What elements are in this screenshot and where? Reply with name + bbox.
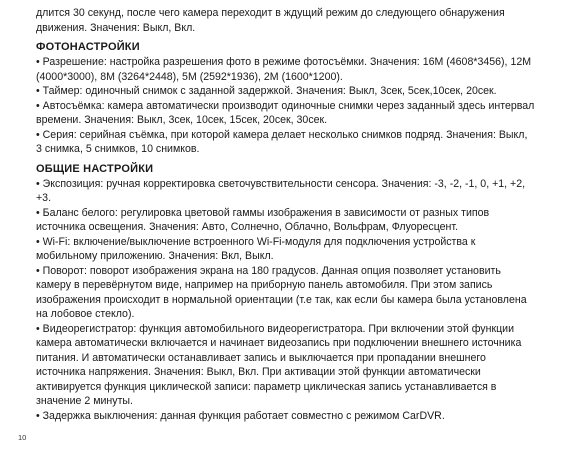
manual-page-content — [36, 6, 536, 423]
photo-burst-item: • Серия: серийная съёмка, при которой камера делает несколько снимков подряд. Значения: Выкл, 3 снимка, 5 снимков, 10 снимков. — [36, 128, 528, 155]
general-wifi-item: • Wi-Fi: включение/выключение встроенного Wi-Fi-модуля для подключения устройства к мобильному приложению. Значения: Вкл, Выкл. — [36, 235, 476, 262]
photo-timer-item: • Таймер: одиночный снимок с заданной задержкой. Значения: Выкл, 3сек, 5сек,10сек, 20сек. — [36, 85, 497, 97]
photo-autoshot-item: • Автосъёмка: камера автоматически производит одиночные снимки через заданный здесь интервал времени. Значения: Выкл, 3сек, 10сек, 15сек, 20сек, 30сек. — [36, 99, 535, 126]
page-number: 10 — [18, 433, 27, 442]
general-rotation-item: • Поворот: поворот изображения экрана на 180 градусов. Данная опция позволяет установить камеру в перевёрнутом виде, например на приборную панель автомобиля. При этом запись изображения происходит в нормальной ориентации (т.е так, как если бы камера была установлена на лобовое стекло). — [36, 264, 527, 320]
general-settings-heading: ОБЩИЕ НАСТРОЙКИ — [36, 162, 154, 175]
general-dashcam-item: • Видеорегистратор: функция автомобильного видеорегистратора. При включении этой функции камера автоматически включается и начинает видеозапись при подключении внешнего источника питания. И автоматически останавливает запись и выключается при пропадании внешнего источника напряжения. Значения: Выкл, Вкл. При активации этой функции автоматически активируется функция циклической записи: параметр циклическая запись устанавливается в значение 2 минуты. — [36, 322, 522, 407]
general-exposure-item: • Экспозиция: ручная корректировка светочувствительности сенсора. Значения: -3, -2, -1, 0, +1, +2, +3. — [36, 177, 526, 204]
photo-settings-heading: ФОТОНАСТРОЙКИ — [36, 41, 140, 53]
intro-paragraph: длится 30 секунд, после чего камера переходит в ждущий режим до следующего обнаружения движения. Значения: Выкл, Вкл. — [36, 7, 505, 34]
general-white-balance-item: • Баланс белого: регулировка цветовой гаммы изображения в зависимости от разных типов источника освещения. Значения: Авто, Солнечно, Облачно, Вольфрам, Флуоресцент. — [36, 206, 490, 233]
photo-resolution-item: • Разрешение: настройка разрешения фото в режиме фотосъёмки. Значения: 16M (4608*3456), 12M (4000*3000), 8M (3264*2448), 5M (2592*1936), 2M (1600*1200). — [36, 56, 532, 83]
general-shutdown-delay-item: • Задержка выключения: данная функция работает совместно с режимом CarDVR. — [36, 409, 445, 422]
